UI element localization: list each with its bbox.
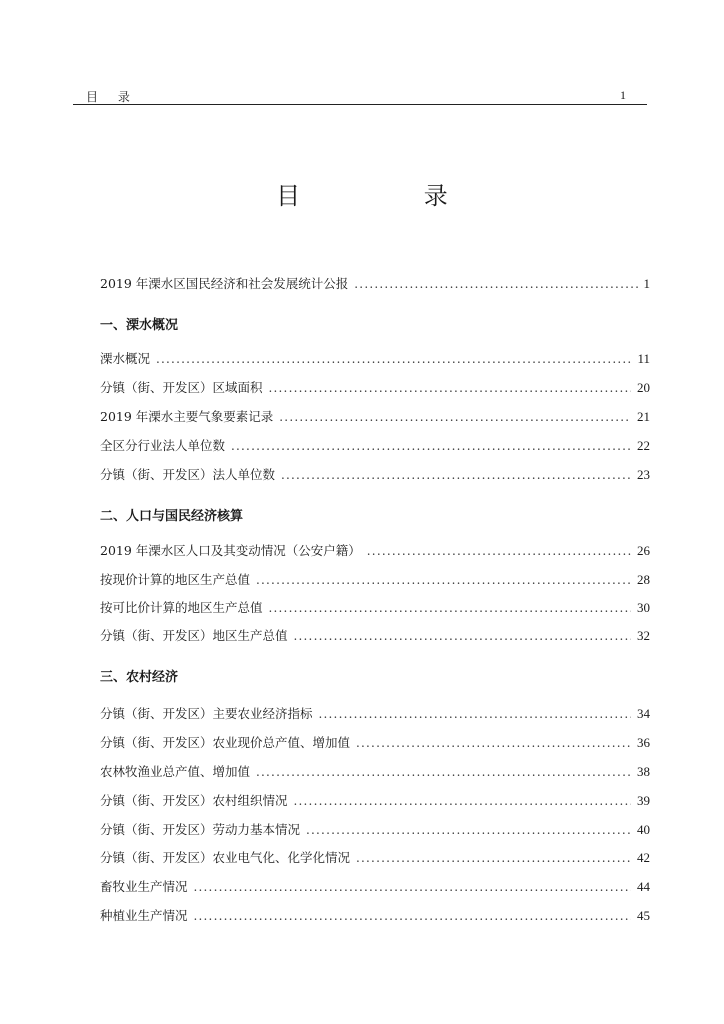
toc-leader-dots <box>279 410 631 424</box>
toc-entry-label: 2019 年溧水区人口及其变动情况（公安户籍） <box>100 543 361 558</box>
toc-leader-dots <box>269 381 631 395</box>
toc-entry[interactable] <box>100 407 650 427</box>
toc-entry-page: 39 <box>637 793 650 808</box>
toc-leader-dots <box>367 544 631 558</box>
toc-entry-label: 按现价计算的地区生产总值 <box>100 572 251 587</box>
section-heading: 一、溧水概况 <box>100 318 179 333</box>
toc-entry[interactable] <box>100 906 650 926</box>
toc-entry[interactable] <box>100 626 650 646</box>
toc-leader-dots <box>281 468 631 482</box>
toc-leader-dots <box>269 601 631 615</box>
toc-entry-page: 26 <box>637 543 650 558</box>
toc-leader-dots <box>194 909 631 923</box>
toc-entry-label: 分镇（街、开发区）农业现价总产值、增加值 <box>100 735 351 750</box>
toc-entry-page: 36 <box>637 735 650 750</box>
toc-entry-page: 11 <box>637 351 650 366</box>
toc-entry-label: 分镇（街、开发区）区域面积 <box>100 380 263 395</box>
toc-entry-page: 21 <box>637 409 650 424</box>
toc-entry-intro[interactable] <box>100 274 650 294</box>
toc-entry[interactable] <box>100 349 650 369</box>
toc-entry[interactable] <box>100 704 650 724</box>
toc-entry[interactable] <box>100 436 650 456</box>
toc-leader-dots <box>356 851 631 865</box>
toc-leader-dots <box>256 765 631 779</box>
toc-entry-label: 分镇（街、开发区）主要农业经济指标 <box>100 706 313 721</box>
toc-leader-dots <box>156 352 631 366</box>
running-head-page-number: 1 <box>620 88 626 102</box>
section-heading: 三、农村经济 <box>100 670 179 685</box>
toc-entry-page: 38 <box>637 764 650 779</box>
toc-entry[interactable] <box>100 877 650 897</box>
toc-entry-page: 42 <box>637 850 650 865</box>
toc-entry-page: 22 <box>637 438 650 453</box>
toc-entry[interactable] <box>100 598 650 618</box>
toc-entry-label: 畜牧业生产情况 <box>100 879 188 894</box>
page-title: 目 录 <box>276 182 506 210</box>
toc-entry[interactable] <box>100 791 650 811</box>
toc-entry[interactable] <box>100 820 650 840</box>
toc-entry[interactable] <box>100 848 650 868</box>
toc-entry[interactable] <box>100 733 650 753</box>
toc-entry-label: 分镇（街、开发区）农村组织情况 <box>100 793 288 808</box>
toc-entry-page: 30 <box>637 600 650 615</box>
toc-leader-dots <box>294 629 631 643</box>
toc-leader-dots <box>306 823 631 837</box>
toc-leader-dots <box>294 794 631 808</box>
toc-entry-page: 32 <box>637 628 650 643</box>
header-rule <box>73 104 647 105</box>
toc-entry-page: 44 <box>637 879 650 894</box>
toc-entry-page: 45 <box>637 908 650 923</box>
toc-entry-label: 溧水概况 <box>100 351 151 366</box>
toc-entry-label: 种植业生产情况 <box>100 908 188 923</box>
toc-leader-dots <box>194 880 631 894</box>
toc-leader-dots <box>319 707 631 721</box>
toc-entry[interactable] <box>100 378 650 398</box>
toc-entry-label: 分镇（街、开发区）法人单位数 <box>100 467 276 482</box>
toc-leader-dots <box>356 736 631 750</box>
toc-entry-page: 40 <box>637 822 650 837</box>
toc-entry-label: 分镇（街、开发区）地区生产总值 <box>100 628 288 643</box>
toc-entry-label: 分镇（街、开发区）农业电气化、化学化情况 <box>100 850 351 865</box>
toc-entry-label: 2019 年溧水区国民经济和社会发展统计公报 <box>100 276 349 291</box>
toc-leader-dots <box>231 439 631 453</box>
toc-leader-dots <box>354 277 637 291</box>
toc-leader-dots <box>256 573 631 587</box>
toc-entry-label: 2019 年溧水主要气象要素记录 <box>100 409 274 424</box>
toc-entry-page: 34 <box>637 706 650 721</box>
toc-entry[interactable] <box>100 465 650 485</box>
toc-entry-label: 农林牧渔业总产值、增加值 <box>100 764 251 779</box>
toc-entry-label: 按可比价计算的地区生产总值 <box>100 600 263 615</box>
toc-entry[interactable] <box>100 541 650 561</box>
toc-entry-label: 分镇（街、开发区）劳动力基本情况 <box>100 822 301 837</box>
toc-entry-page: 23 <box>637 467 650 482</box>
toc-entry-page: 1 <box>643 276 650 291</box>
running-head-title: 目 录 <box>86 90 138 104</box>
toc-entry-page: 20 <box>637 380 650 395</box>
toc-entry[interactable] <box>100 762 650 782</box>
toc-entry-page: 28 <box>637 572 650 587</box>
section-heading: 二、人口与国民经济核算 <box>100 509 244 524</box>
toc-entry[interactable] <box>100 570 650 590</box>
toc-entry-label: 全区分行业法人单位数 <box>100 438 226 453</box>
